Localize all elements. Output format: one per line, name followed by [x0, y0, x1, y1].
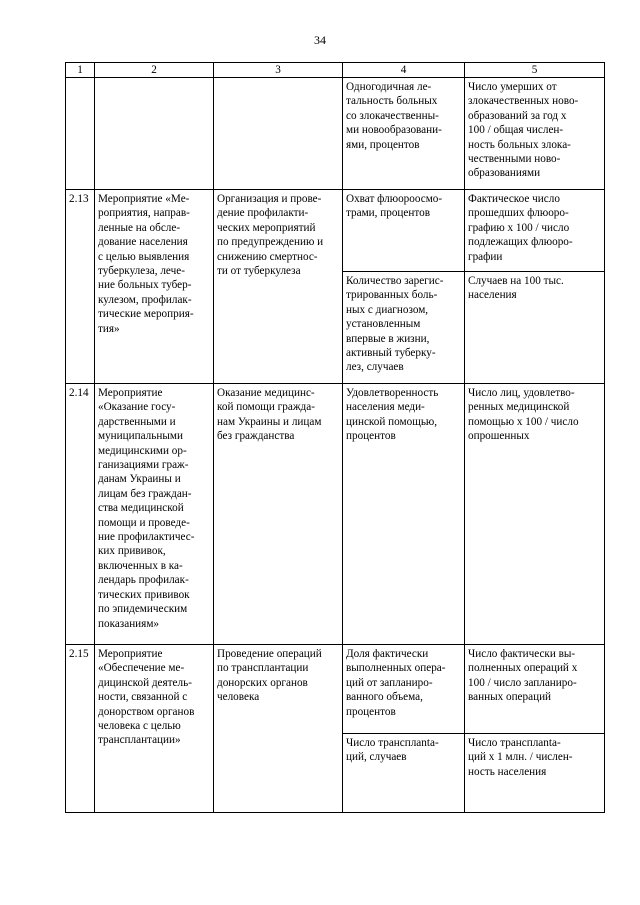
- header-col-4: 4: [343, 63, 465, 78]
- indicator-name: Доля фактически выполненных опера- ций от запланиро- ванного объема, процентов: [343, 645, 465, 734]
- table-row: [66, 78, 605, 190]
- indicator-name: Число трансплanta- ций, случаев: [343, 734, 465, 813]
- header-col-3: 3: [214, 63, 343, 78]
- row-number: [66, 78, 95, 190]
- header-row: [66, 63, 605, 78]
- table-row: [66, 645, 605, 734]
- table-row: [66, 190, 605, 272]
- header-col-2: 2: [95, 63, 214, 78]
- row-number: 2.15: [66, 645, 95, 813]
- measure-name: Мероприятие «Оказание госу- дарственными и муниципальными медицинскими ор- ганизациями граж- данам Украины и лицам без граждан- ства медицинской помощи и проведе- ние профилактичес- ких прививок, включенных в ка- лендарь профилак- тических прививок по эпидемическим показаниям»: [95, 384, 214, 645]
- indicator-name: Одногодичная ле- тальность больных со злокачественны- ми новообразовани- ями, процентов: [343, 78, 465, 190]
- page-number: 34: [314, 33, 326, 47]
- measure-name: Мероприятие «Обеспечение ме- дицинской деятель- ности, связанной с донорством органов человека с целью трансплантации»: [95, 645, 214, 813]
- table-row: [66, 384, 605, 645]
- header-col-1: 1: [66, 63, 95, 78]
- measure-content: Оказание медицинс- кой помощи гражда- нам Украины и лицам без гражданства: [214, 384, 343, 645]
- measure-content: Организация и прове- дение профилакти- ческих мероприятий по предупреждению и снижению смертнос- ти от туберкулеза: [214, 190, 343, 384]
- measure-content: Проведение операций по трансплантации донорских органов человека: [214, 645, 343, 813]
- measure-name: [95, 78, 214, 190]
- header-col-5: 5: [465, 63, 605, 78]
- indicator-formula: Фактическое число прошедших флюоро- графию х 100 / число подлежащих флюоро- графии: [465, 190, 605, 272]
- measure-content: [214, 78, 343, 190]
- indicator-formula: Число лиц, удовлетво- ренных медицинской помощью х 100 / число опрошенных: [465, 384, 605, 645]
- indicator-name: Охват флюорoосмо- трами, процентов: [343, 190, 465, 272]
- indicator-formula: Число умерших от злокачественных ново- образований за год х 100 / общая числен- ность больных злока- чественными ново- образованиями: [465, 78, 605, 190]
- row-number: 2.13: [66, 190, 95, 384]
- row-number: 2.14: [66, 384, 95, 645]
- indicator-formula: Число трансплanta- ций х 1 млн. / числен- ность населения: [465, 734, 605, 813]
- measure-name: Мероприятие «Ме- роприятия, направ- ленные на обсле- дование населения с целью выявления туберкулеза, лече- ние больных тубер- кулезом, профилак- тические мероприя- тия»: [95, 190, 214, 384]
- indicators-table: [65, 62, 605, 813]
- indicator-formula: Случаев на 100 тыс. населения: [465, 272, 605, 384]
- indicator-name: Удовлетворенность населения меди- цинской помощью, процентов: [343, 384, 465, 645]
- indicator-formula: Число фактически вы- полненных операций х 100 / число запланиро- ванных операций: [465, 645, 605, 734]
- indicator-name: Количество зарегис- трированных боль- ных с диагнозом, установленным впервые в жизни, активный туберку- лез, случаев: [343, 272, 465, 384]
